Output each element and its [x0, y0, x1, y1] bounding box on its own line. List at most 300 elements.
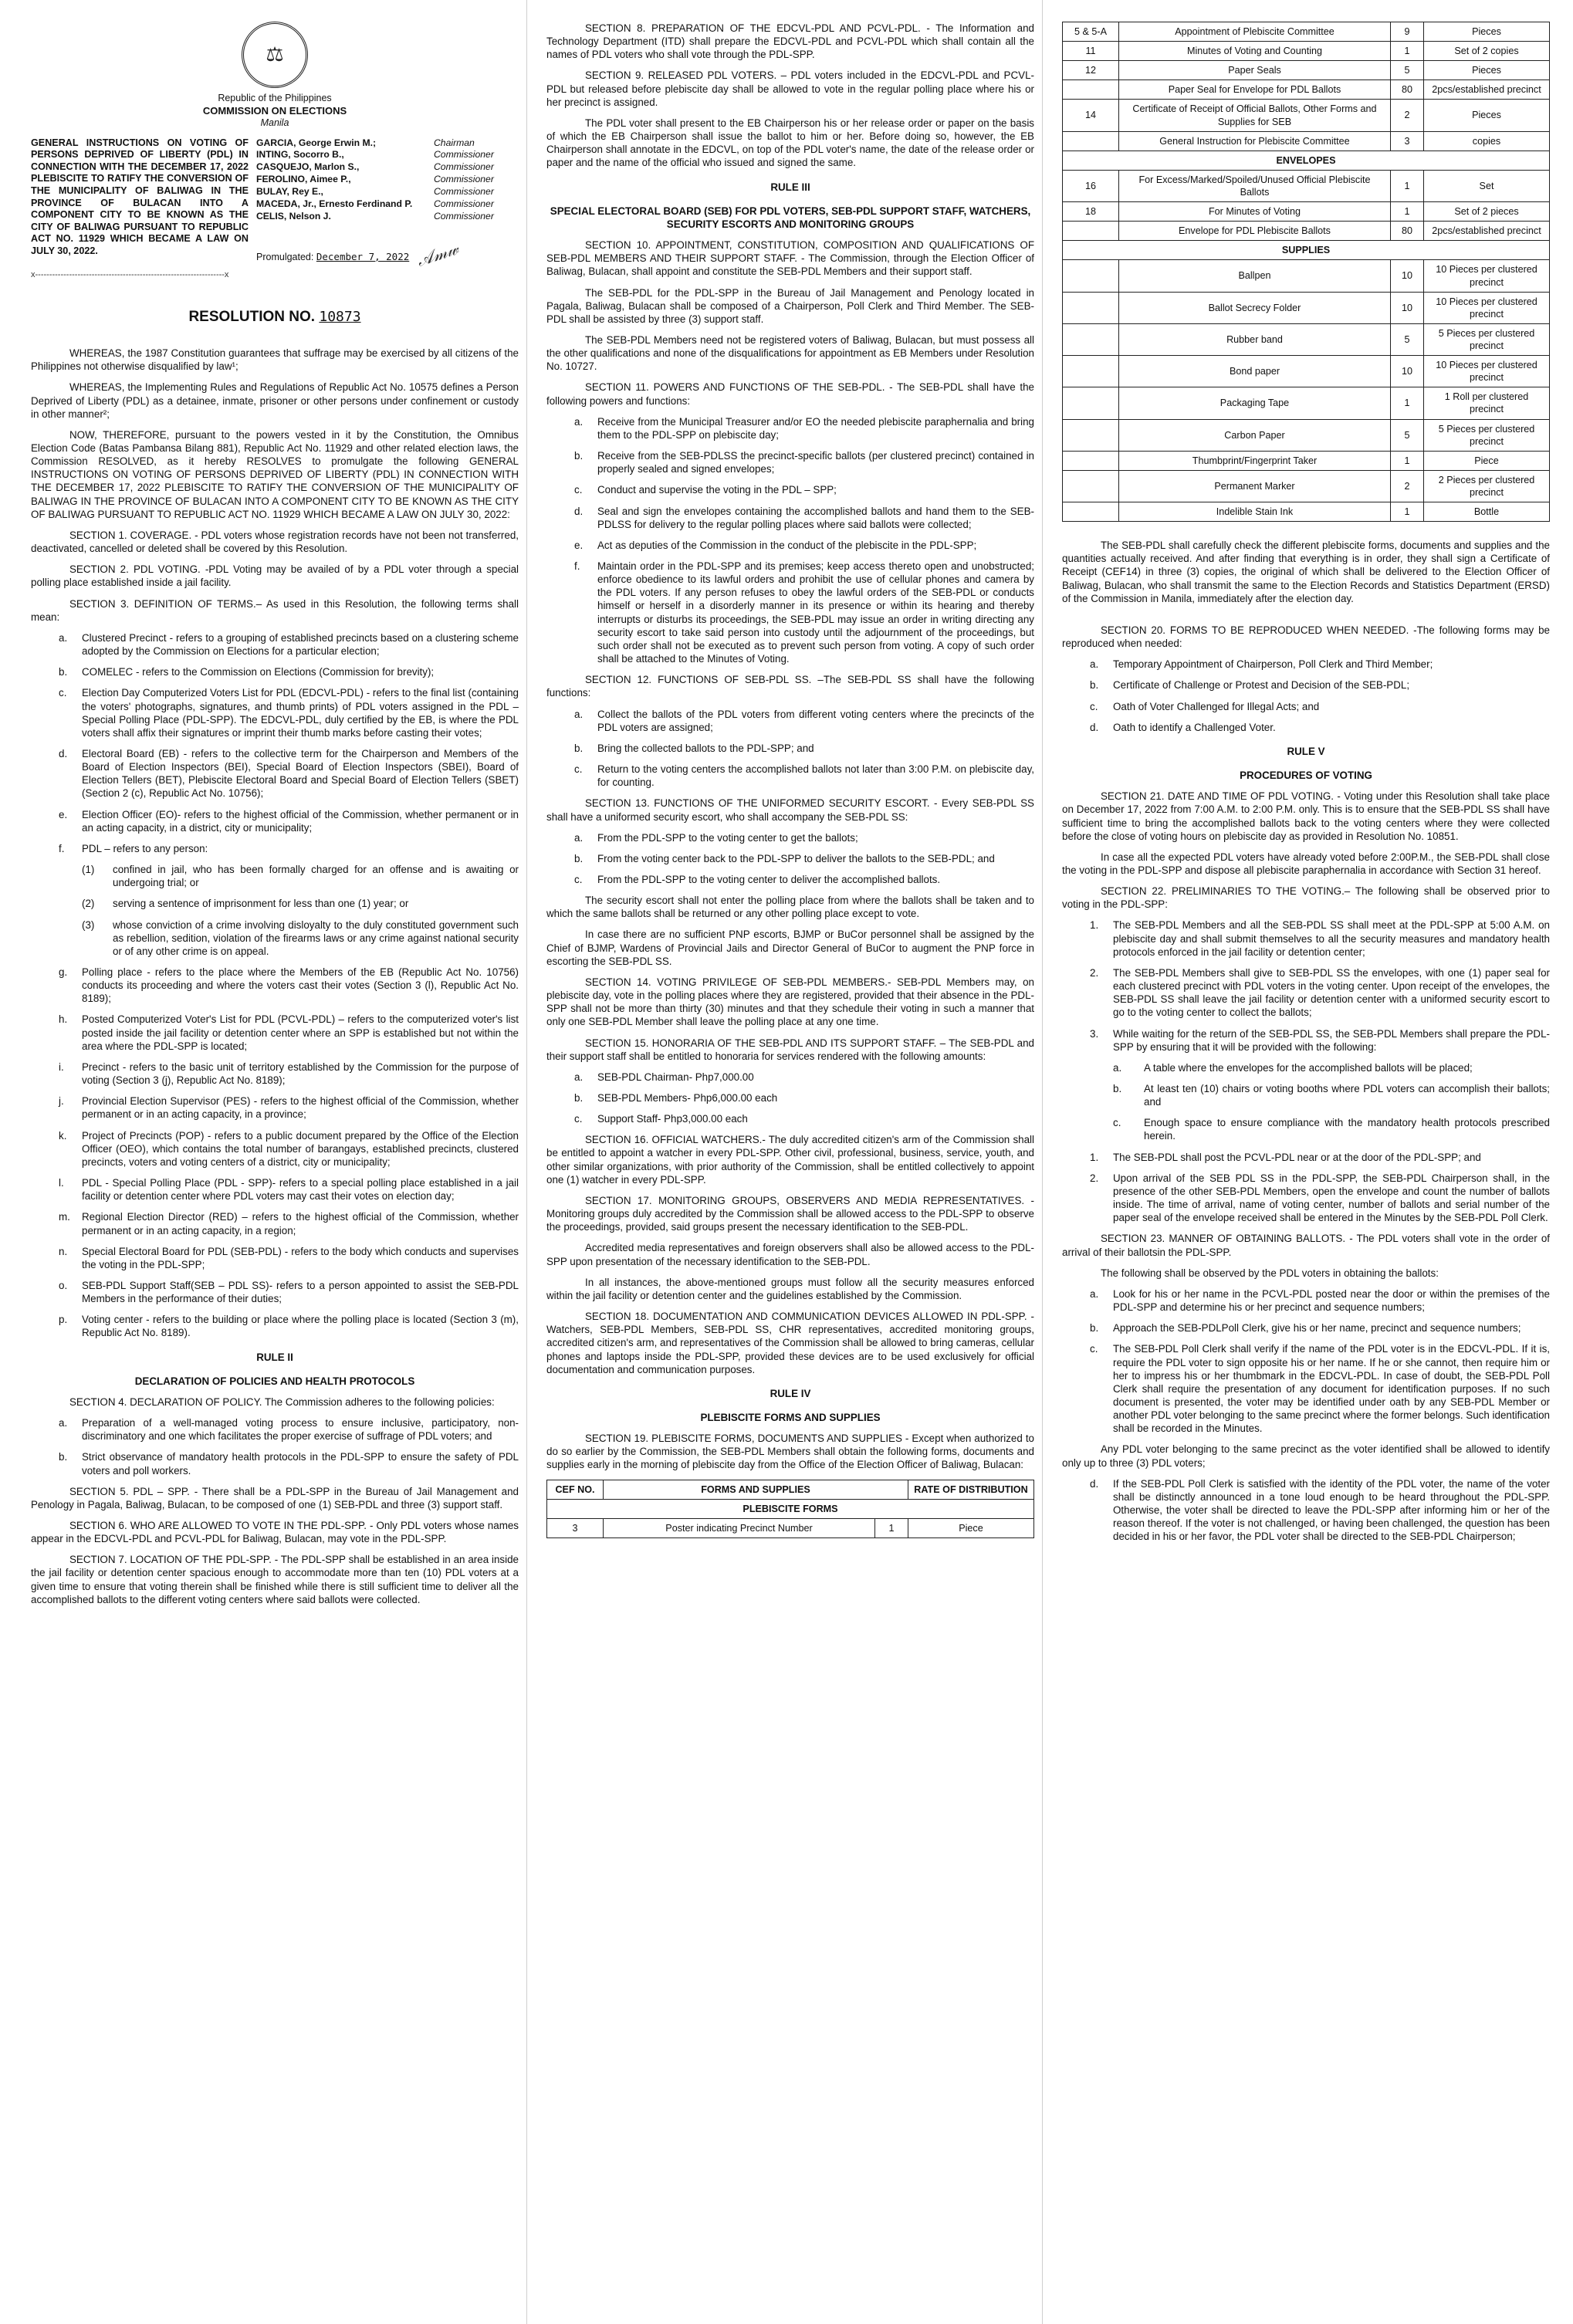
- list-item-text: Voting center - refers to the building or place where the polling place is located (Section 3 (m), Republic Act No. 8189).: [82, 1314, 519, 1339]
- cell-cef: [1063, 80, 1119, 100]
- list-item: [82, 863, 519, 889]
- group-envelopes: ENVELOPES: [1063, 151, 1550, 170]
- list-item-marker: b.: [59, 1451, 68, 1463]
- section-19: SECTION 19. PLEBISCITE FORMS, DOCUMENTS AND SUPPLIES - Except when authorized to do so earlier by the Commission, the SEB-PDL Members shall obtain the following forms, documents and supplies early in the morning of plebiscite day from the Office of the Election Officer of Baliwag, Bulacan:: [546, 1433, 1034, 1471]
- cell-qty: 10: [1391, 356, 1424, 387]
- definitions-list: [31, 631, 519, 855]
- list-item-text: Provincial Election Supervisor (PES) - refers to the highest official of the Commission, whether permanent or in an acting capacity, in a province;: [82, 1095, 519, 1121]
- list-item: [574, 742, 1034, 755]
- list-item: [59, 665, 519, 678]
- list-item-text: Oath to identify a Challenged Voter.: [1113, 721, 1276, 733]
- section-23-b: The following shall be observed by the PDL voters in obtaining the ballots:: [1101, 1267, 1439, 1279]
- list-item-marker: n.: [59, 1245, 68, 1257]
- list-item: [59, 966, 519, 1005]
- table-row: [1063, 356, 1550, 387]
- list-item-marker: o.: [59, 1279, 68, 1291]
- cell-rate: Pieces: [1424, 61, 1550, 80]
- cell-item: Thumbprint/Fingerprint Taker: [1119, 451, 1391, 470]
- cell-cef: [1063, 470, 1119, 502]
- group-plebiscite-forms: PLEBISCITE FORMS: [547, 1499, 1034, 1518]
- list-item-text: serving a sentence of imprisonment for less than one (1) year; or: [113, 898, 409, 910]
- list-item: [574, 763, 1034, 789]
- commissioner-row: [256, 137, 519, 150]
- commissioner-title: Chairman: [434, 137, 475, 148]
- list-item-marker: a.: [1113, 1061, 1122, 1074]
- cell-qty: 1: [1391, 387, 1424, 419]
- list-item-text: PDL – refers to any person:: [82, 842, 208, 854]
- cell-cef: [1063, 323, 1119, 355]
- escort-list: [546, 831, 1034, 886]
- list-item-text: A table where the envelopes for the accomplished ballots will be placed;: [1144, 1061, 1473, 1074]
- preliminaries-list-2: [1062, 1151, 1550, 1225]
- list-item-marker: l.: [59, 1177, 64, 1189]
- list-item-marker: e.: [574, 539, 584, 551]
- list-item: [574, 873, 1034, 886]
- commissioner-row: [256, 198, 519, 211]
- table-body-supplies: [1063, 260, 1550, 522]
- cell-qty: 3: [1391, 131, 1424, 151]
- cell-qty: 5: [1391, 323, 1424, 355]
- section-13: SECTION 13. FUNCTIONS OF THE UNIFORMED SECURITY ESCORT. - Every SEB-PDL SS shall have a uniformed security escort, who shall accompany the SEB-PDL SS:: [546, 797, 1034, 823]
- list-item-text: Election Officer (EO)- refers to the highest official of the Commission, whether permanent or in an acting capacity, in a district, city or municipality;: [82, 808, 519, 834]
- list-item-text: confined in jail, who has been formally charged for an offense and is awaiting or undergoing trial; or: [113, 864, 519, 889]
- table-row: [1063, 222, 1550, 241]
- list-item: [59, 631, 519, 658]
- cell-qty: 2: [1391, 100, 1424, 131]
- list-item: [1090, 1172, 1550, 1225]
- list-item-marker: k.: [59, 1129, 67, 1142]
- cell-qty: 80: [1391, 80, 1424, 100]
- list-item-text: The SEB-PDL Poll Clerk shall verify if the name of the PDL voter is in the EDCVL-PDL. If it is, require the PDL voter to sign opposite his or her name. If he or she cannot, then require him or her to impress his or her thumbmark in the EDCVL-PDL. In case of doubt, the SEB-PDL Poll Clerk shall require the presentation of any document for identification purposes. If no such document is presented, the voter may be identified under oath by any SEB-PDL Member or another PDL voter belonging to the same precinct where the former belongs. Such identification shall be recorded in the Minutes.: [1113, 1343, 1550, 1435]
- list-item: [59, 1245, 519, 1271]
- list-item-text: Seal and sign the envelopes containing the accomplished ballots and hand them to the SEB-PDLSS for delivery to the regular polling places where said ballots were collected;: [597, 505, 1034, 530]
- cell-item: Envelope for PDL Plebiscite Ballots: [1119, 222, 1391, 241]
- list-item-text: Look for his or her name in the PCVL-PDL posted near the door or within the premises of the PDL-SPP and determine his or her precinct and sequence numbers;: [1113, 1287, 1550, 1314]
- table-body: [547, 1518, 1034, 1537]
- list-item-marker: b.: [574, 742, 584, 754]
- cell-qty: 1: [1391, 170, 1424, 201]
- commissioner-row: [256, 161, 519, 174]
- list-item-marker: c.: [1090, 1343, 1098, 1355]
- list-item: [59, 1450, 519, 1477]
- list-item-marker: (1): [82, 864, 95, 876]
- commissioners-block: [256, 137, 519, 271]
- list-item-text: Clustered Precinct - refers to a grouping of established precincts based on a clustering scheme adopted by the Commission on Elections for a particular election;: [82, 631, 519, 658]
- commissioner-list: [256, 137, 519, 223]
- list-item-marker: (3): [82, 918, 95, 931]
- section-21: SECTION 21. DATE AND TIME OF PDL VOTING. - Voting under this Resolution shall take place on December 17, 2022 from 7:00 A.M. to 2:00 P.M. only. This is to ensure that the SEB-PDL SS shall have sufficient time to bring the accomplished ballots back to the voting centers where they were collected before the close of voting hours on plebiscite day as provided in Resolution No. 10851.: [1062, 790, 1550, 842]
- list-item-text: Electoral Board (EB) - refers to the collective term for the Chairperson and Members of the Board of Election Inspectors (BEI), Special Board of Election Inspectors (SBEI), Board of Election Tellers (BET), Plebiscite Electoral Board and Special Board of Election Tellers (SBET) (Section 2 (c), Republic Act No. 10756);: [82, 747, 519, 800]
- list-item: [1090, 1342, 1550, 1435]
- cell-rate: Pieces: [1424, 22, 1550, 42]
- list-item-text: The SEB-PDL Members shall give to SEB-PDL SS the envelopes, with one (1) paper seal for each clustered precinct with PDL voters in the voting center. Upon receipt of the envelopes, the SEB-PDL SS shall leave the jail facility or detention center with a uniformed security escort to go to the voting center to collect the ballots;: [1113, 966, 1550, 1019]
- list-item: [59, 808, 519, 834]
- list-item: [574, 708, 1034, 734]
- list-item-marker: c.: [574, 1113, 583, 1125]
- list-item: [59, 747, 519, 800]
- cell-cef: [1063, 451, 1119, 470]
- list-item-text: Approach the SEB-PDLPoll Clerk, give his or her name, precinct and sequence numbers;: [1113, 1322, 1521, 1335]
- table-row: [1063, 100, 1550, 131]
- section-9: SECTION 9. RELEASED PDL VOTERS. – PDL voters included in the EDCVL-PDL and PCVL-PDL but released before plebiscite day shall be allowed to vote in the regular polling place where his or her precinct is assigned.: [546, 69, 1034, 108]
- rule-5-title: PROCEDURES OF VOTING: [1240, 770, 1372, 782]
- list-item-marker: c.: [574, 873, 583, 885]
- list-item-marker: d.: [1090, 721, 1099, 733]
- list-item-text: Act as deputies of the Commission in the conduct of the plebiscite in the PDL-SPP;: [597, 539, 977, 551]
- header-rate: RATE OF DISTRIBUTION: [908, 1480, 1034, 1499]
- list-item-marker: 1.: [1090, 919, 1099, 932]
- list-item-text: Polling place - refers to the place where the Members of the EB (Republic Act No. 10756) conducts its proceeding and where the voters cast their votes (Section 3 (l), Republic Act No. 8189);: [82, 966, 519, 1005]
- commissioner-name: GARCIA, George Erwin M.;: [256, 137, 377, 148]
- section-21-b: In case all the expected PDL voters have already voted before 2:00P.M., the SEB-PDL shall close the voting in the PDL-SPP and dispose all plebiscite paraphernalia in accordance with Section 31 hereof.: [1062, 851, 1550, 876]
- preliminaries-list: [1062, 918, 1550, 1053]
- list-item: [574, 415, 1034, 441]
- cell-rate: copies: [1424, 131, 1550, 151]
- list-item-text: Special Electoral Board for PDL (SEB-PDL) - refers to the body which conducts and supervises the voting in the PDL-SPP;: [82, 1245, 519, 1270]
- list-item: [574, 449, 1034, 475]
- cell-cef: [1063, 356, 1119, 387]
- commissioner-name: BULAY, Rey E.,: [256, 185, 323, 197]
- obtaining-ballots-list: [1062, 1287, 1550, 1436]
- commissioner-title: Commissioner: [434, 161, 494, 173]
- list-item-text: Strict observance of mandatory health protocols in the PDL-SPP to ensure the safety of PDL voters and poll workers.: [82, 1451, 519, 1477]
- list-item-text: Precinct - refers to the basic unit of territory established by the Commission for the purpose of voting (Section 3 (j), Republic Act No. 8189);: [82, 1061, 519, 1087]
- cell-item: Packaging Tape: [1119, 387, 1391, 419]
- list-item-text: Support Staff- Php3,000.00 each: [597, 1113, 748, 1125]
- table-body-top: [1063, 22, 1550, 151]
- list-item-text: Enough space to ensure compliance with the mandatory health protocols prescribed herein.: [1144, 1117, 1550, 1142]
- section-17: SECTION 17. MONITORING GROUPS, OBSERVERS AND MEDIA REPRESENTATIVES. - Monitoring groups duly accredited by the Commission shall be allowed access to the PDL-SPP to observe the proceedings, provided, said groups present the necessary identification to the SEB-PDL.: [546, 1194, 1034, 1233]
- list-item-marker: a.: [59, 631, 68, 644]
- list-item-text: Bring the collected ballots to the PDL-SPP; and: [597, 742, 814, 754]
- honoraria-list: [546, 1071, 1034, 1125]
- section-14: SECTION 14. VOTING PRIVILEGE OF SEB-PDL MEMBERS.- SEB-PDL Members may, on plebiscite day, vote in the polling places where they are registered, provided that their absence in the PDL-SPP shall not be more than thirty (30) minutes and that they schedule their voting in such a manner that only one SEB-PDL Member shall leave the polling place at any one time.: [546, 976, 1034, 1028]
- list-item-text: Certificate of Challenge or Protest and Decision of the SEB-PDL;: [1113, 679, 1410, 692]
- whereas-2: WHEREAS, the Implementing Rules and Regulations of Republic Act No. 10575 defines a Person Deprived of Liberty (PDL) as a detainee, inmate, prisoner or other persons under confinement or custody in other manner²;: [31, 381, 519, 420]
- commissioner-name: CASQUEJO, Marlon S.,: [256, 161, 360, 173]
- list-item-marker: 2.: [1090, 966, 1099, 979]
- table-row: [1063, 387, 1550, 419]
- cell-cef: [1063, 260, 1119, 292]
- resolution-number: RESOLUTION NO. 10873: [188, 308, 361, 325]
- column-divider: [526, 0, 527, 2324]
- cell-rate: 5 Pieces per clustered precinct: [1424, 323, 1550, 355]
- list-item: [59, 1094, 519, 1121]
- list-item: [1113, 1116, 1550, 1142]
- list-item: [1090, 678, 1550, 692]
- rule-3-title: SPECIAL ELECTORAL BOARD (SEB) FOR PDL VOTERS, SEB-PDL SUPPORT STAFF, WATCHERS, SECURITY ESCORTS AND MONITORING GROUPS: [550, 205, 1031, 230]
- section-17-c: In all instances, the above-mentioned groups must follow all the security measures enforced within the jail facility or detention center and the guidelines established by the Commission.: [546, 1276, 1034, 1301]
- cell-rate: 2 Pieces per clustered precinct: [1424, 470, 1550, 502]
- list-item-text: COMELEC - refers to the Commission on Elections (Commission for brevity);: [82, 666, 435, 678]
- list-item: [59, 842, 519, 855]
- list-item: [1090, 1027, 1550, 1054]
- table-row: [1063, 419, 1550, 451]
- list-item-text: From the PDL-SPP to the voting center to deliver the accomplished ballots.: [597, 873, 941, 885]
- cell-rate: Piece: [908, 1518, 1034, 1537]
- list-item: [574, 1071, 1034, 1084]
- cell-cef: [1063, 419, 1119, 451]
- list-item: [82, 918, 519, 958]
- list-item-text: PDL - Special Polling Place (PDL - SPP)- refers to a special polling place established in a jail facility or detention center where PDL voters may cast their votes on election day;: [82, 1177, 519, 1203]
- list-item-marker: m.: [59, 1211, 70, 1223]
- column-1: [31, 22, 519, 2314]
- cell-qty: 1: [1391, 202, 1424, 222]
- rule-5-heading: RULE V: [1287, 745, 1325, 757]
- commissioner-row: [256, 174, 519, 186]
- cell-rate: 10 Pieces per clustered precinct: [1424, 356, 1550, 387]
- reproduce-forms-list: [1062, 658, 1550, 734]
- list-item: [574, 483, 1034, 496]
- promulgated-date: December 7, 2022: [316, 250, 410, 262]
- list-item-marker: b.: [574, 1092, 584, 1104]
- table-row: [1063, 451, 1550, 470]
- section-8: SECTION 8. PREPARATION OF THE EDCVL-PDL AND PCVL-PDL. - The Information and Technology Department (ITD) shall prepare the EDCVL-PDL and PCVL-PDL which shall contain all the names of PDL voters who shall vote through the PDL-SPP.: [546, 22, 1034, 61]
- list-item-marker: i.: [59, 1061, 64, 1073]
- commissioner-title: Commissioner: [434, 210, 494, 222]
- list-item-text: Upon arrival of the SEB PDL SS in the PDL-SPP, the SEB-PDL Chairperson shall, in the presence of the other SEB-PDL Members, open the envelope and count the number of ballots inside. The time of arrival, name of voting center, number of ballots and serial number of the paper seal of the envelope received shall be entered in the Minutes by the SEB-PDL Poll Clerk.: [1113, 1172, 1550, 1224]
- cell-item: Poster indicating Precinct Number: [604, 1518, 875, 1537]
- list-item: [574, 505, 1034, 531]
- commissioner-title: Commissioner: [434, 198, 494, 209]
- column-2: [546, 22, 1034, 2314]
- signature-icon: 𝒜𝓂𝓌: [414, 238, 461, 271]
- section-11: SECTION 11. POWERS AND FUNCTIONS OF THE SEB-PDL. - The SEB-PDL shall have the following powers and functions:: [546, 381, 1034, 407]
- cell-rate: Set: [1424, 170, 1550, 201]
- rule-3-heading: RULE III: [770, 181, 810, 193]
- section-22: SECTION 22. PRELIMINARIES TO THE VOTING.– The following shall be observed prior to voting in the PDL-SPP:: [1062, 885, 1550, 911]
- cell-cef: [1063, 502, 1119, 522]
- list-item: [574, 539, 1034, 552]
- letterhead: [31, 93, 519, 130]
- seb-functions-list: [546, 415, 1034, 666]
- rule-4-title: PLEBISCITE FORMS AND SUPPLIES: [700, 1411, 881, 1423]
- list-item-text: Receive from the SEB-PDLSS the precinct-specific ballots (per clustered precinct) contained in properly sealed and signed envelopes;: [597, 450, 1034, 475]
- cell-rate: Piece: [1424, 451, 1550, 470]
- list-item: [1090, 1321, 1550, 1335]
- commissioner-name: FEROLINO, Aimee P.,: [256, 174, 351, 185]
- cell-item: Carbon Paper: [1119, 419, 1391, 451]
- list-item-marker: c.: [59, 687, 67, 699]
- cell-cef: 16: [1063, 170, 1119, 201]
- table-row: [1063, 61, 1550, 80]
- cell-item: Rubber band: [1119, 323, 1391, 355]
- list-item: [1090, 966, 1550, 1020]
- preliminaries-sublist: [1062, 1061, 1550, 1143]
- list-item-marker: a.: [574, 1071, 584, 1083]
- list-item-marker: c.: [1113, 1117, 1121, 1129]
- list-item-marker: c.: [1090, 700, 1098, 712]
- promulgated-line: Promulgated: December 7, 2022 𝒜𝓂𝓌: [256, 245, 519, 266]
- table-row: [1063, 170, 1550, 201]
- list-item-marker: f.: [59, 842, 65, 854]
- list-item: [59, 1061, 519, 1087]
- list-item-text: SEB-PDL Members- Php6,000.00 each: [597, 1092, 778, 1104]
- section-13-b: The security escort shall not enter the polling place from where the ballots shall be taken and to which the same ballots shall be returned or any other polling place except to vote.: [546, 895, 1034, 920]
- list-item-marker: a.: [574, 831, 584, 844]
- commissioner-row: [256, 186, 519, 198]
- table-group-row: [1063, 241, 1550, 260]
- column-3: [1062, 22, 1550, 2314]
- commissioner-row: [256, 149, 519, 161]
- table-row: [1063, 202, 1550, 222]
- section-19-b: The SEB-PDL shall carefully check the different plebiscite forms, documents and supplies and the quantities actually received. And after finding that everything is in order, they shall sign a Certificate of Receipt (CEF14) in three (3) copies, the original of which shall be delivered to the Election Officer of Baliwag, Bulacan, who shall transmit the same to the Election Records and Statistics Department (ERSD) of the Commission in Manila, immediately after the election day.: [1062, 540, 1550, 604]
- cell-cef: 18: [1063, 202, 1119, 222]
- section-17-b: Accredited media representatives and foreign observers shall also be allowed access to the PDL-SPP upon presentation of the necessary identification to the SEB-PDL.: [546, 1242, 1034, 1267]
- obtaining-ballots-list-2: [1062, 1477, 1550, 1544]
- list-item-marker: d.: [574, 505, 584, 517]
- commissioner-name: CELIS, Nelson J.: [256, 210, 331, 222]
- list-item: [59, 1013, 519, 1052]
- list-item: [1090, 918, 1550, 958]
- cell-item: Certificate of Receipt of Official Ballots, Other Forms and Supplies for SEB: [1119, 100, 1391, 131]
- list-item-marker: b.: [1090, 679, 1099, 692]
- cell-qty: 1: [1391, 502, 1424, 522]
- list-item: [574, 1091, 1034, 1104]
- policy-list: [31, 1416, 519, 1477]
- table-group-row: [547, 1499, 1034, 1518]
- cell-rate: Pieces: [1424, 100, 1550, 131]
- list-item-text: The SEB-PDL Members and all the SEB-PDL SS shall meet at the PDL-SPP at 5:00 A.M. on plebiscite day and shall submit themselves to all the security measures and mandatory health protocols enforced in the jail facility or detention center;: [1113, 919, 1550, 958]
- list-item-marker: a.: [574, 415, 584, 428]
- list-item-text: At least ten (10) chairs or voting booths where PDL voters can accomplish their ballots; and: [1144, 1083, 1550, 1108]
- list-item-marker: f.: [574, 560, 580, 572]
- cell-rate: 10 Pieces per clustered precinct: [1424, 260, 1550, 292]
- list-item-text: SEB-PDL Chairman- Php7,000.00: [597, 1071, 754, 1083]
- commissioner-title: Commissioner: [434, 149, 494, 161]
- list-item-marker: a.: [1090, 658, 1099, 671]
- cell-rate: 2pcs/established precinct: [1424, 222, 1550, 241]
- list-item: [1113, 1061, 1550, 1074]
- list-item: [574, 831, 1034, 844]
- commissioner-name: INTING, Socorro B.,: [256, 149, 344, 161]
- list-item-marker: a.: [59, 1417, 68, 1429]
- table-row: [1063, 292, 1550, 323]
- list-item-text: Temporary Appointment of Chairperson, Poll Clerk and Third Member;: [1113, 658, 1433, 671]
- list-item-text: Posted Computerized Voter's List for PDL (PCVL-PDL) – refers to the computerized voter's list posted inside the jail facility or detention center where an SPP is established but not within the area where the PDL-SPP is located;: [82, 1013, 519, 1052]
- table-body-envelopes: [1063, 170, 1550, 240]
- section-15: SECTION 15. HONORARIA OF THE SEB-PDL AND ITS SUPPORT STAFF. – The SEB-PDL and their support staff shall be entitled to honoraria for services rendered with the following amounts:: [546, 1037, 1034, 1062]
- section-12: SECTION 12. FUNCTIONS OF SEB-PDL SS. –The SEB-PDL SS shall have the following functions:: [546, 674, 1034, 699]
- cell-cef: [1063, 131, 1119, 151]
- cell-cef: 14: [1063, 100, 1119, 131]
- list-item-text: Project of Precincts (POP) - refers to a public document prepared by the Office of the Election Officer (OEO), which contains the total number of barangays, established precincts, clustered precincts, voters and voting centers of a district, city or municipality;: [82, 1129, 519, 1168]
- list-item-marker: p.: [59, 1314, 68, 1326]
- list-item-text: The SEB-PDL shall post the PCVL-PDL near or at the door of the PDL-SPP; and: [1113, 1151, 1481, 1163]
- list-item-marker: e.: [59, 808, 68, 820]
- cell-rate: Set of 2 pieces: [1424, 202, 1550, 222]
- list-item-text: While waiting for the return of the SEB-PDL SS, the SEB-PDL Members shall prepare the PDL-SPP by ensuring that it will be provided with the following:: [1113, 1027, 1550, 1053]
- list-item: [59, 1416, 519, 1443]
- cell-item: Paper Seal for Envelope for PDL Ballots: [1119, 80, 1391, 100]
- whereas-1: WHEREAS, the 1987 Constitution guarantees that suffrage may be exercised by all citizens of the Philippines not otherwise disqualified by law¹;: [31, 347, 519, 373]
- list-item-text: If the SEB-PDL Poll Clerk is satisfied with the identity of the PDL voter, the name of the voter shall be distinctly announced in a tone loud enough to be heard throughout the PDL-SPP. Otherwise, the voter shall be directed to leave the PDL-SPP after informing him or her of the reason thereof. If the voter is not challenged, or having been challenged, the question has been decided in his or her favor, the PDL voter shall be directed to the SEB-PDL Chairperson;: [1113, 1477, 1550, 1543]
- table-row: [1063, 42, 1550, 61]
- rule-4-heading: RULE IV: [770, 1387, 811, 1399]
- list-item: [82, 897, 519, 910]
- table-row: [547, 1518, 1034, 1537]
- section-13-c: In case there are no sufficient PNP escorts, BJMP or BuCor personnel shall be assigned by the Chief of BJMP, Wardens of Provincial Jails and Director General of BuCor to augment the PNP force in escorting the SEB-PDL SS.: [546, 929, 1034, 967]
- rule-2-heading: RULE II: [256, 1351, 293, 1363]
- comelec-seal-icon: ⚖: [242, 22, 308, 88]
- list-item: [1113, 1082, 1550, 1108]
- list-item-text: Preparation of a well-managed voting process to ensure inclusive, participatory, non-discriminatory and one which facilitates the proper exercise of suffrage of PDL voters; and: [82, 1417, 519, 1443]
- list-item-text: From the voting center back to the PDL-SPP to deliver the ballots to the SEB-PDL; and: [597, 852, 995, 864]
- now-therefore: NOW, THEREFORE, pursuant to the powers vested in it by the Constitution, the Omnibus Election Code (Batas Pambansa Bilang 881), Republic Act No. 11929 and other related election laws, the Commission RESOLVED, as it hereby RESOLVES to promulgate the following GENERAL INSTRUCTIONS ON VOTING OF PERSONS DEPRIVED OF LIBERTY (PDL) IN CONNECTION WITH THE DECEMBER 17, 2022 PLEBISCITE TO RATIFY THE CONVERSION OF THE MUNICIPALITY OF BALIWAG IN THE PROVINCE OF BULACAN INTO A COMPONENT CITY TO BE KNOWN AS THE CITY OF BALIWAG PURSUANT TO REPUBLIC ACT NO. 11929 WHICH BECAME A LAW ON JULY 30, 2022:: [31, 428, 519, 520]
- list-item: [574, 1112, 1034, 1125]
- list-item-marker: b.: [574, 852, 584, 864]
- table-row: [1063, 22, 1550, 42]
- commissioner-name: MACEDA, Jr., Ernesto Ferdinand P.: [256, 198, 413, 209]
- group-supplies: SUPPLIES: [1063, 241, 1550, 260]
- column-divider: [1042, 0, 1043, 2324]
- list-item: [1090, 1477, 1550, 1544]
- cell-rate: 2pcs/established precinct: [1424, 80, 1550, 100]
- table-row: [1063, 131, 1550, 151]
- section-7: SECTION 7. LOCATION OF THE PDL-SPP. - The PDL-SPP shall be established in an area inside the jail facility or detention center spacious enough to accommodate more than ten (10) PDL voters at a given time to ensure that voting therein shall be finished while there is still sufficient time to deliver all the accomplished ballots to the different voting centers where said ballots were collected.: [31, 1554, 519, 1605]
- cell-cef: [1063, 222, 1119, 241]
- list-item-marker: b.: [1113, 1083, 1122, 1095]
- commission-line: COMMISSION ON ELECTIONS: [202, 104, 347, 117]
- pdl-sublist: [31, 863, 519, 958]
- city-line: Manila: [260, 117, 289, 128]
- list-item-marker: (2): [82, 898, 95, 910]
- list-item-marker: d.: [1090, 1477, 1099, 1490]
- table-row: [1063, 323, 1550, 355]
- section-18: SECTION 18. DOCUMENTATION AND COMMUNICATION DEVICES ALLOWED IN PDL-SPP. - Watchers, SEB-PDL Members, SEB-PDL SS, CHR representatives, accredited monitoring groups, accredited citizen's arm, and representatives of the Commission shall be allowed to bring cameras, cellular phones and laptops inside the PDL-SPP, provided these devices are to be used exclusively for official documentation and communication purposes.: [546, 1311, 1034, 1375]
- cell-qty: 9: [1391, 22, 1424, 42]
- section-16: SECTION 16. OFFICIAL WATCHERS.- The duly accredited citizen's arm of the Commission shall be entitled to appoint a watcher in every PDL-SPP. Other civil, professional, business, service, youth, and other similar organizations, with prior authority of the Commission, shall be entitled collectively to appoint one (1) watcher in every PDL-SPP.: [546, 1134, 1034, 1186]
- cell-qty: 1: [1391, 451, 1424, 470]
- list-item: [59, 1176, 519, 1203]
- cell-qty: 80: [1391, 222, 1424, 241]
- cell-item: Permanent Marker: [1119, 470, 1391, 502]
- list-item-text: Oath of Voter Challenged for Illegal Acts; and: [1113, 700, 1320, 712]
- list-item: [1090, 1287, 1550, 1314]
- table-header-row: [547, 1480, 1034, 1499]
- section-10: SECTION 10. APPOINTMENT, CONSTITUTION, COMPOSITION AND QUALIFICATIONS OF SEB-PDL MEMBERS AND THEIR SUPPORT STAFF. - The Commission, through the Election Officer of Baliwag, Bulacan, shall appoint and constitute the SEB-PDL Members and their support staff.: [546, 239, 1034, 278]
- list-item-marker: a.: [1090, 1287, 1099, 1300]
- list-item: [574, 560, 1034, 665]
- table-row: [1063, 470, 1550, 502]
- ss-functions-list: [546, 708, 1034, 790]
- list-item-marker: 2.: [1090, 1172, 1099, 1184]
- list-item-marker: c.: [574, 763, 583, 776]
- cell-rate: Set of 2 copies: [1424, 42, 1550, 61]
- cell-rate: Bottle: [1424, 502, 1550, 522]
- section-23: SECTION 23. MANNER OF OBTAINING BALLOTS. - The PDL voters shall vote in the order of arrival of their ballotsin the PDL-SPP.: [1062, 1233, 1550, 1258]
- cell-item: For Minutes of Voting: [1119, 202, 1391, 222]
- cell-qty: 1: [875, 1518, 908, 1537]
- cell-rate: 5 Pieces per clustered precinct: [1424, 419, 1550, 451]
- list-item-text: From the PDL-SPP to the voting center to get the ballots;: [597, 831, 858, 844]
- list-item: [59, 1210, 519, 1236]
- header-forms: FORMS AND SUPPLIES: [604, 1480, 908, 1499]
- table-row: [1063, 502, 1550, 522]
- cell-qty: 1: [1391, 42, 1424, 61]
- list-item-text: Return to the voting centers the accomplished ballots not later than 3:00 P.M. on plebiscite day, for counting.: [597, 763, 1034, 789]
- forms-table-continued: [1062, 22, 1550, 522]
- list-item-marker: 1.: [1090, 1151, 1099, 1163]
- list-item: [1090, 721, 1550, 734]
- section-5: SECTION 5. PDL – SPP. - There shall be a PDL-SPP in the Bureau of Jail Management and Penology in Pagala, Baliwag, Bulacan, to be composed of one (1) SEB-PDL and three (3) support staff.: [31, 1485, 519, 1510]
- cell-qty: 10: [1391, 260, 1424, 292]
- cell-cef: [1063, 387, 1119, 419]
- cell-qty: 2: [1391, 470, 1424, 502]
- list-item-marker: b.: [59, 666, 68, 678]
- definitions-list-2: [31, 966, 519, 1340]
- resolution-header: [31, 137, 519, 271]
